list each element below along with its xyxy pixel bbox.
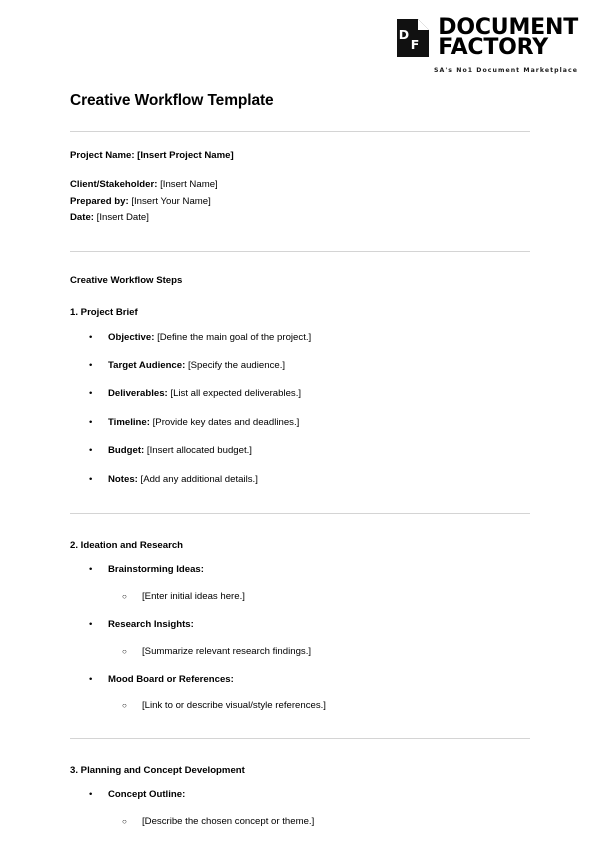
document-body [70,92,530,831]
sub-bullet-marker: ○ [122,816,127,826]
section-2 [70,539,530,714]
bullet-value: [Define the main goal of the project.] [157,331,312,343]
sub-bullet-list [108,590,530,604]
bullet-value: [Specify the audience.] [187,360,286,372]
sub-bullet-list [108,645,530,659]
list-item [70,416,530,430]
list-item [70,331,530,345]
meta-value: [Insert Name] [160,179,218,191]
bullet-label: Budget: [108,445,145,457]
meta-label: Prepared by: [70,195,129,207]
meta-row-client [70,177,530,194]
bullet-marker: • [89,388,93,400]
section-2-heading: 2. Ideation and Research [70,540,184,552]
sub-bullet-marker: ○ [122,701,127,711]
section-1-bullet-list [70,331,530,487]
bullet-label: Mood Board or References: [108,673,234,685]
meta-value: [Insert Date] [96,212,149,224]
bullet-label: Timeline: [108,416,150,428]
list-item [70,473,530,487]
svg-text:D: D [399,27,410,43]
page-title: Creative Workflow Template [70,92,274,109]
bullet-value: [Insert allocated budget.] [146,445,252,457]
sub-list-item [108,590,530,604]
brand-name-line1: DOCUMENT [438,15,578,40]
brand-name-line2: FACTORY [438,35,548,61]
sub-bullet-value: [Link to or describe visual/style references.] [142,700,326,712]
sub-bullet-list [108,815,530,829]
section-3-heading: 3. Planning and Concept Development [70,764,245,776]
meta-row-date [70,210,530,227]
divider-1 [70,131,530,132]
steps-heading: Creative Workflow Steps [70,274,183,286]
logo [397,15,578,61]
sub-bullet-marker: ○ [122,646,127,656]
meta-label: Date: [70,212,94,224]
meta-row-prepared-by [70,194,530,211]
meta-value: [Insert Your Name] [131,195,211,207]
bullet-label: Concept Outline: [108,789,186,801]
brand-wordmark [438,15,578,61]
section-2-bullet-list [70,563,530,713]
list-item [70,788,530,829]
document-file-icon [397,19,429,57]
meta-list [70,177,530,227]
project-info [70,149,530,227]
bullet-marker: • [89,416,93,428]
section-3 [70,764,530,829]
sub-bullet-value: [Summarize relevant research findings.] [142,645,312,657]
sub-bullet-list [108,699,530,713]
bullet-marker: • [89,473,93,485]
section-1 [70,306,530,487]
list-item [70,563,530,604]
section-3-bullet-list [70,788,530,829]
divider-2 [70,251,530,252]
bullet-marker: • [89,360,93,372]
bullet-marker: • [89,445,93,457]
list-item [70,387,530,401]
brand-tagline: SA's No1 Document Marketplace [433,66,578,74]
bullet-marker: • [89,673,93,685]
brand-header [397,15,578,74]
bullet-label: Target Audience: [108,360,186,372]
bullet-value: [List all expected deliverables.] [170,388,302,400]
section-1-heading: 1. Project Brief [70,307,138,319]
bullet-marker: • [89,789,93,801]
bullet-marker: • [89,331,93,343]
bullet-label: Brainstorming Ideas: [108,564,204,576]
bullet-label: Research Insights: [108,619,194,631]
sub-bullet-value: [Describe the chosen concept or theme.] [142,815,315,827]
list-item [70,359,530,373]
sub-list-item [108,815,530,829]
sub-bullet-marker: ○ [122,591,127,601]
meta-label: Client/Stakeholder: [70,179,158,191]
bullet-label: Objective: [108,331,155,343]
list-item [70,618,530,659]
divider-3 [70,513,530,514]
bullet-value: [Add any additional details.] [140,473,258,485]
bullet-label: Notes: [108,473,138,485]
bullet-marker: • [89,564,93,576]
project-name-line: Project Name: [Insert Project Name] [70,150,234,161]
sub-list-item [108,699,530,713]
svg-text:F: F [411,37,420,53]
list-item [70,673,530,714]
divider-4 [70,738,530,739]
sub-list-item [108,645,530,659]
bullet-label: Deliverables: [108,388,168,400]
bullet-marker: • [89,619,93,631]
list-item [70,444,530,458]
bullet-value: [Provide key dates and deadlines.] [152,416,300,428]
sub-bullet-value: [Enter initial ideas here.] [142,590,245,602]
